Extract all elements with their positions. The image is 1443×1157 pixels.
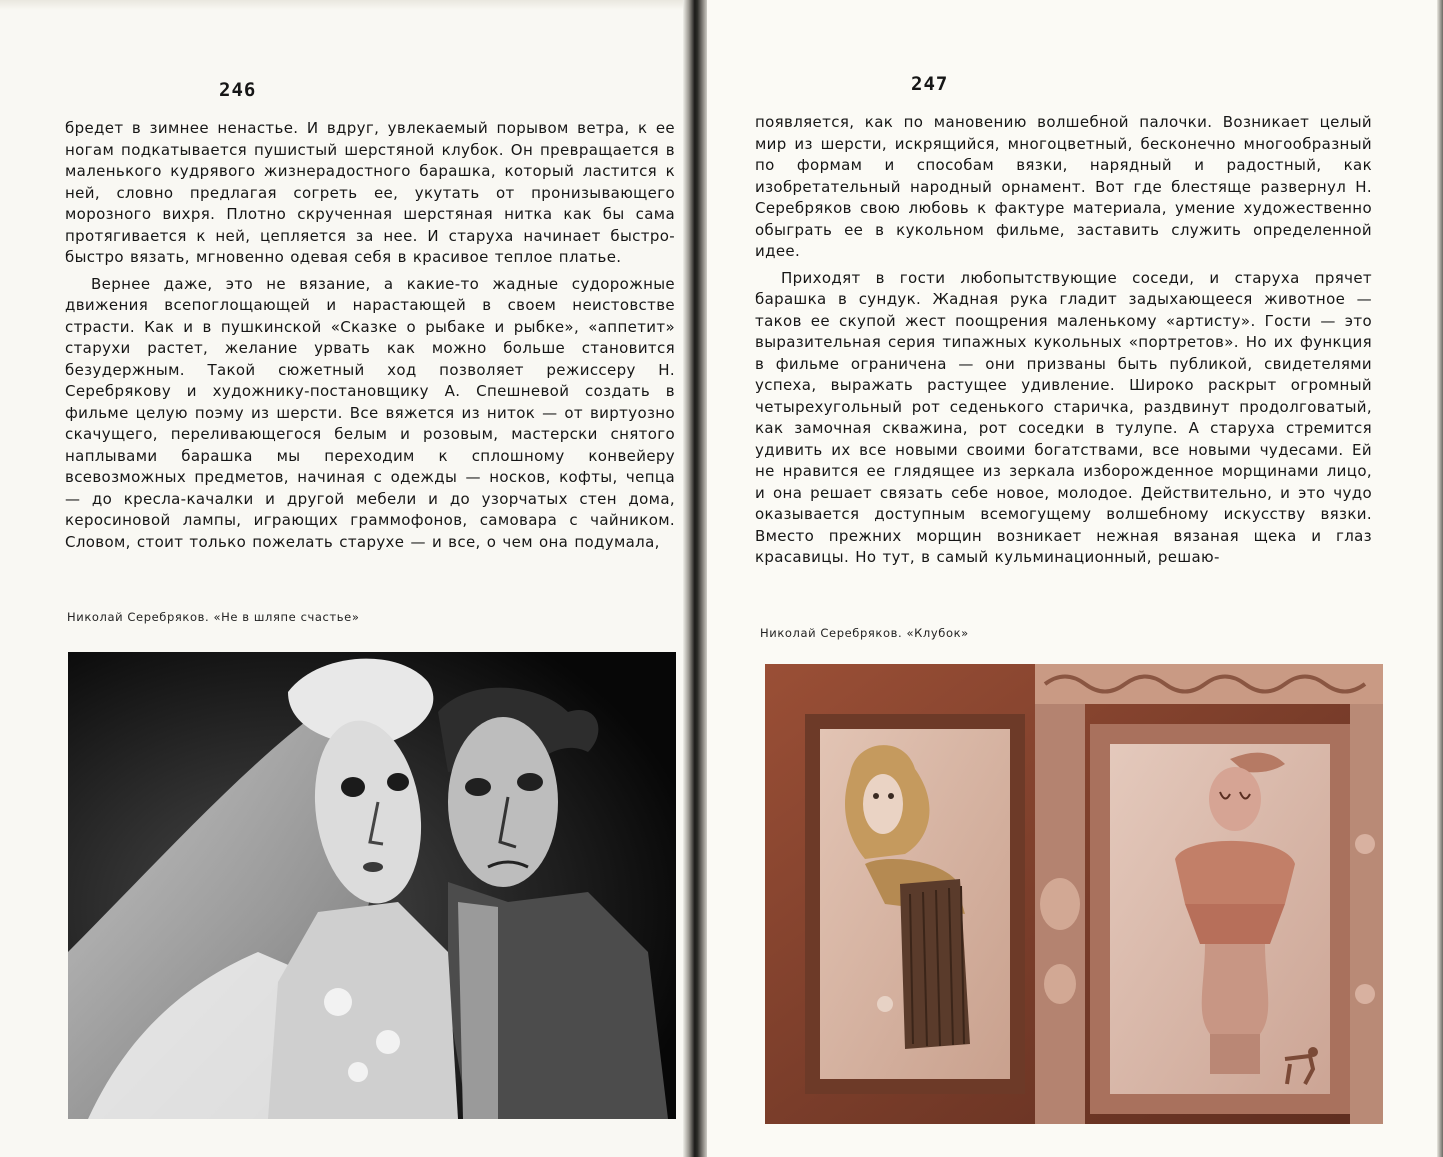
right-text-column	[755, 112, 1372, 569]
page-edge	[0, 0, 692, 10]
book-gutter	[683, 0, 709, 1157]
puppets-photo	[68, 652, 676, 1119]
knitted-figures-photo	[765, 664, 1383, 1124]
paragraph: бредет в зимнее ненастье. И вдруг, увлекаемый порывом ветра, к ее ногам подкатывается пушистый шерстяной клубок. Он превращается в маленького кудрявого жизнерадостного барашка, который ластится к ней, словно предлагая согреть ее, укутать от пронизывающего морозного вихря. Плотно скрученная шерстяная нитка как бы сама протягивается к ней, цепляется за нее. И старуха начинает быстро-быстро вязать, мгновенно одевая себя в красивое теплое платье.	[65, 119, 675, 266]
paragraph: Приходят в гости любопытствующие соседи, и старуха прячет барашка в сундук. Жадная рука гладит задыхающееся животное — таков ее скупой жест поощрения маленькому «артисту». Гости — это выразительная серия типажных кукольных «портретов». Но их функция в фильме ограничена — они призваны быть публикой, свидетелями успеха, выражать растущее удивление. Широко раскрыт огромный четырехугольный рот седенького старичка, раздвинут продолговатый, как замочная скважина, рот соседки в тулупе. А старуха стремится удивить их все новыми своими богатствами, все новыми чудесами. Ей не нравится ее глядящее из зеркала изборожденное морщинами лицо, и она решает связать себе новое, молодое. Действительно, и это чудо оказывается доступным всемогущему волшебному искусству вязки. Вместо прежних морщин возникает нежная вязаная щека и глаз красавицы. Но тут, в самый кульминационный, решаю-	[755, 268, 1372, 566]
right-page	[707, 0, 1443, 1157]
left-text-column	[65, 118, 675, 553]
knitted-figures-illustration	[765, 664, 1383, 1124]
puppets-illustration	[68, 652, 676, 1119]
left-page	[0, 0, 692, 1157]
caption-left: Николай Серебряков. «Не в шляпе счастье»	[67, 610, 360, 624]
caption-right: Николай Серебряков. «Клубок»	[760, 626, 969, 640]
paragraph: появляется, как по мановению волшебной палочки. Возникает целый мир из шерсти, искрящийся, многоцветный, бесконечно многообразный по формам и способам вязки, нарядный и радостный, как изобретательный народный орнамент. Вот где блестяще развернул Н. Серебряков свою любовь к фактуре материала, умение художественно обыграть ее в кукольном фильме, заставить служить определенной идее.	[755, 113, 1372, 260]
paragraph: Вернее даже, это не вязание, а какие-то жадные судорожные движения всепоглощающей и нарастающей в своем неистовстве страсти. Как и в пушкинской «Сказке о рыбаке и рыбке», «аппетит» старухи растет, желание урвать как можно больше становится безудержным. Такой сюжетный ход позволяет режиссеру Н. Серебрякову и художнику-постановщику А. Спешневой создать в фильме целую поэму из шерсти. Все вяжется из ниток — от виртуозно скачущего, переливающегося белым и розовым, мастерски снятого наплывами барашка мы переходим к сплошному конвейеру всевозможных предметов, начиная с одежды — носков, кофты, чепца — до кресла-качалки и другой мебели и до узорчатых стен дома, керосиновой лампы, играющих граммофонов, самовара с чайником. Словом, стоит только пожелать старухе — и все, о чем она подумала,	[65, 274, 675, 551]
page-number-left: 246	[219, 79, 257, 101]
page-number-right: 247	[911, 73, 949, 95]
page-edge	[1437, 0, 1443, 1157]
